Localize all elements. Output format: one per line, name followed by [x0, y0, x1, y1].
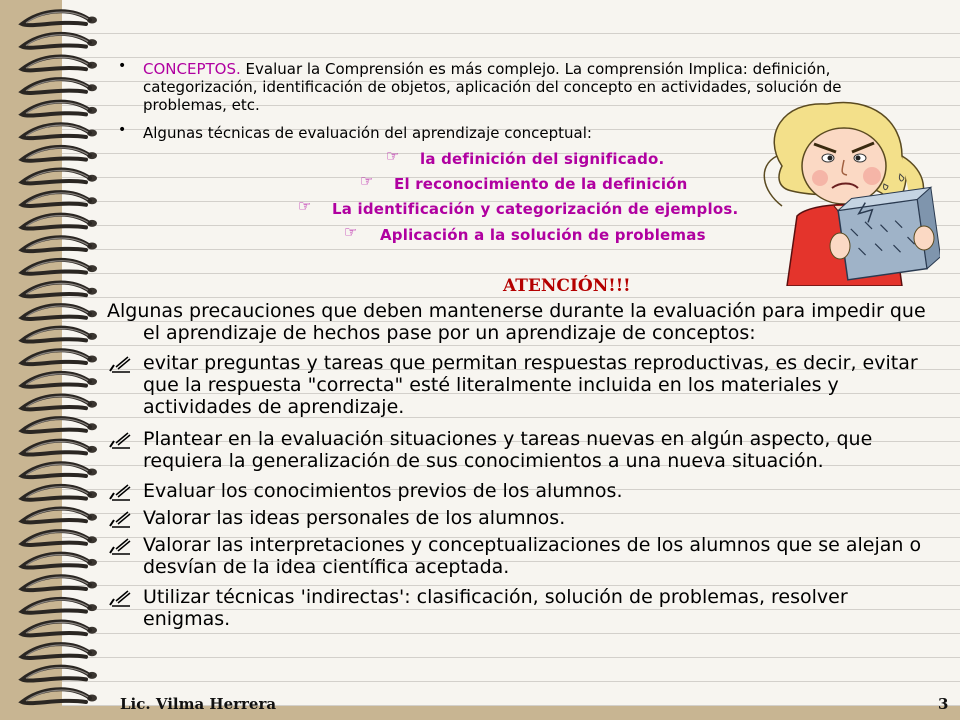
bullet-dot: • — [118, 122, 127, 138]
precaution-line: evitar preguntas y tareas que permitan respuestas reproductivas, es decir, evitar — [143, 352, 918, 374]
pencil-icon — [108, 431, 132, 449]
pointing-hand-icon: ☞ — [386, 147, 400, 165]
pencil-icon — [108, 355, 132, 373]
pointing-hand-icon: ☞ — [360, 172, 374, 190]
precaution-line: enigmas. — [143, 608, 231, 630]
attention-lead-line-2: el aprendizaje de hechos pase por un aprendizaje de conceptos: — [143, 322, 756, 344]
technique-item: La identificación y categorización de ejemplos. — [332, 200, 739, 218]
pencil-icon — [108, 589, 132, 607]
pencil-icon — [108, 483, 132, 501]
precaution-line: Evaluar los conocimientos previos de los alumnos. — [143, 480, 623, 502]
techniques-heading: Algunas técnicas de evaluación del aprendizaje conceptual: — [143, 124, 592, 142]
precaution-line: actividades de aprendizaje. — [143, 396, 405, 418]
technique-item: la definición del significado. — [420, 150, 665, 168]
intro-line-3: problemas, etc. — [143, 96, 260, 114]
pencil-icon — [108, 537, 132, 555]
precaution-line: Plantear en la evaluación situaciones y tareas nuevas en algún aspecto, que — [143, 428, 873, 450]
pointing-hand-icon: ☞ — [298, 197, 312, 215]
pencil-icon — [108, 510, 132, 528]
pointing-hand-icon: ☞ — [344, 223, 358, 241]
precaution-line: Utilizar técnicas 'indirectas': clasificación, solución de problemas, resolver — [143, 586, 848, 608]
precaution-line: Valorar las ideas personales de los alumnos. — [143, 507, 566, 529]
precaution-line: desvían de la idea científica aceptada. — [143, 556, 510, 578]
precaution-line: Valorar las interpretaciones y conceptualizaciones de los alumnos que se alejan o — [143, 534, 922, 556]
technique-item: El reconocimiento de la definición — [394, 175, 688, 193]
intro-line-1: CONCEPTOS. Evaluar la Comprensión es más complejo. La comprensión Implica: definición, — [143, 60, 831, 78]
precaution-line: que la respuesta "correcta" esté literalmente incluida en los materiales y — [143, 374, 839, 396]
concept-label: CONCEPTOS. — [143, 60, 241, 78]
precaution-line: requiera la generalización de sus conocimientos a una nueva situación. — [143, 450, 824, 472]
technique-item: Aplicación a la solución de problemas — [380, 226, 706, 244]
intro-line-2: categorización, identificación de objetos, aplicación del concepto en actividades, solución de — [143, 78, 842, 96]
page-number: 3 — [938, 695, 949, 713]
bullet-dot: • — [118, 58, 127, 74]
attention-title: ATENCIÓN!!! — [503, 276, 631, 296]
footer-author: Lic. Vilma Herrera — [120, 695, 277, 713]
attention-lead-line-1: Algunas precauciones que deben mantenerse durante la evaluación para impedir que — [107, 300, 926, 322]
